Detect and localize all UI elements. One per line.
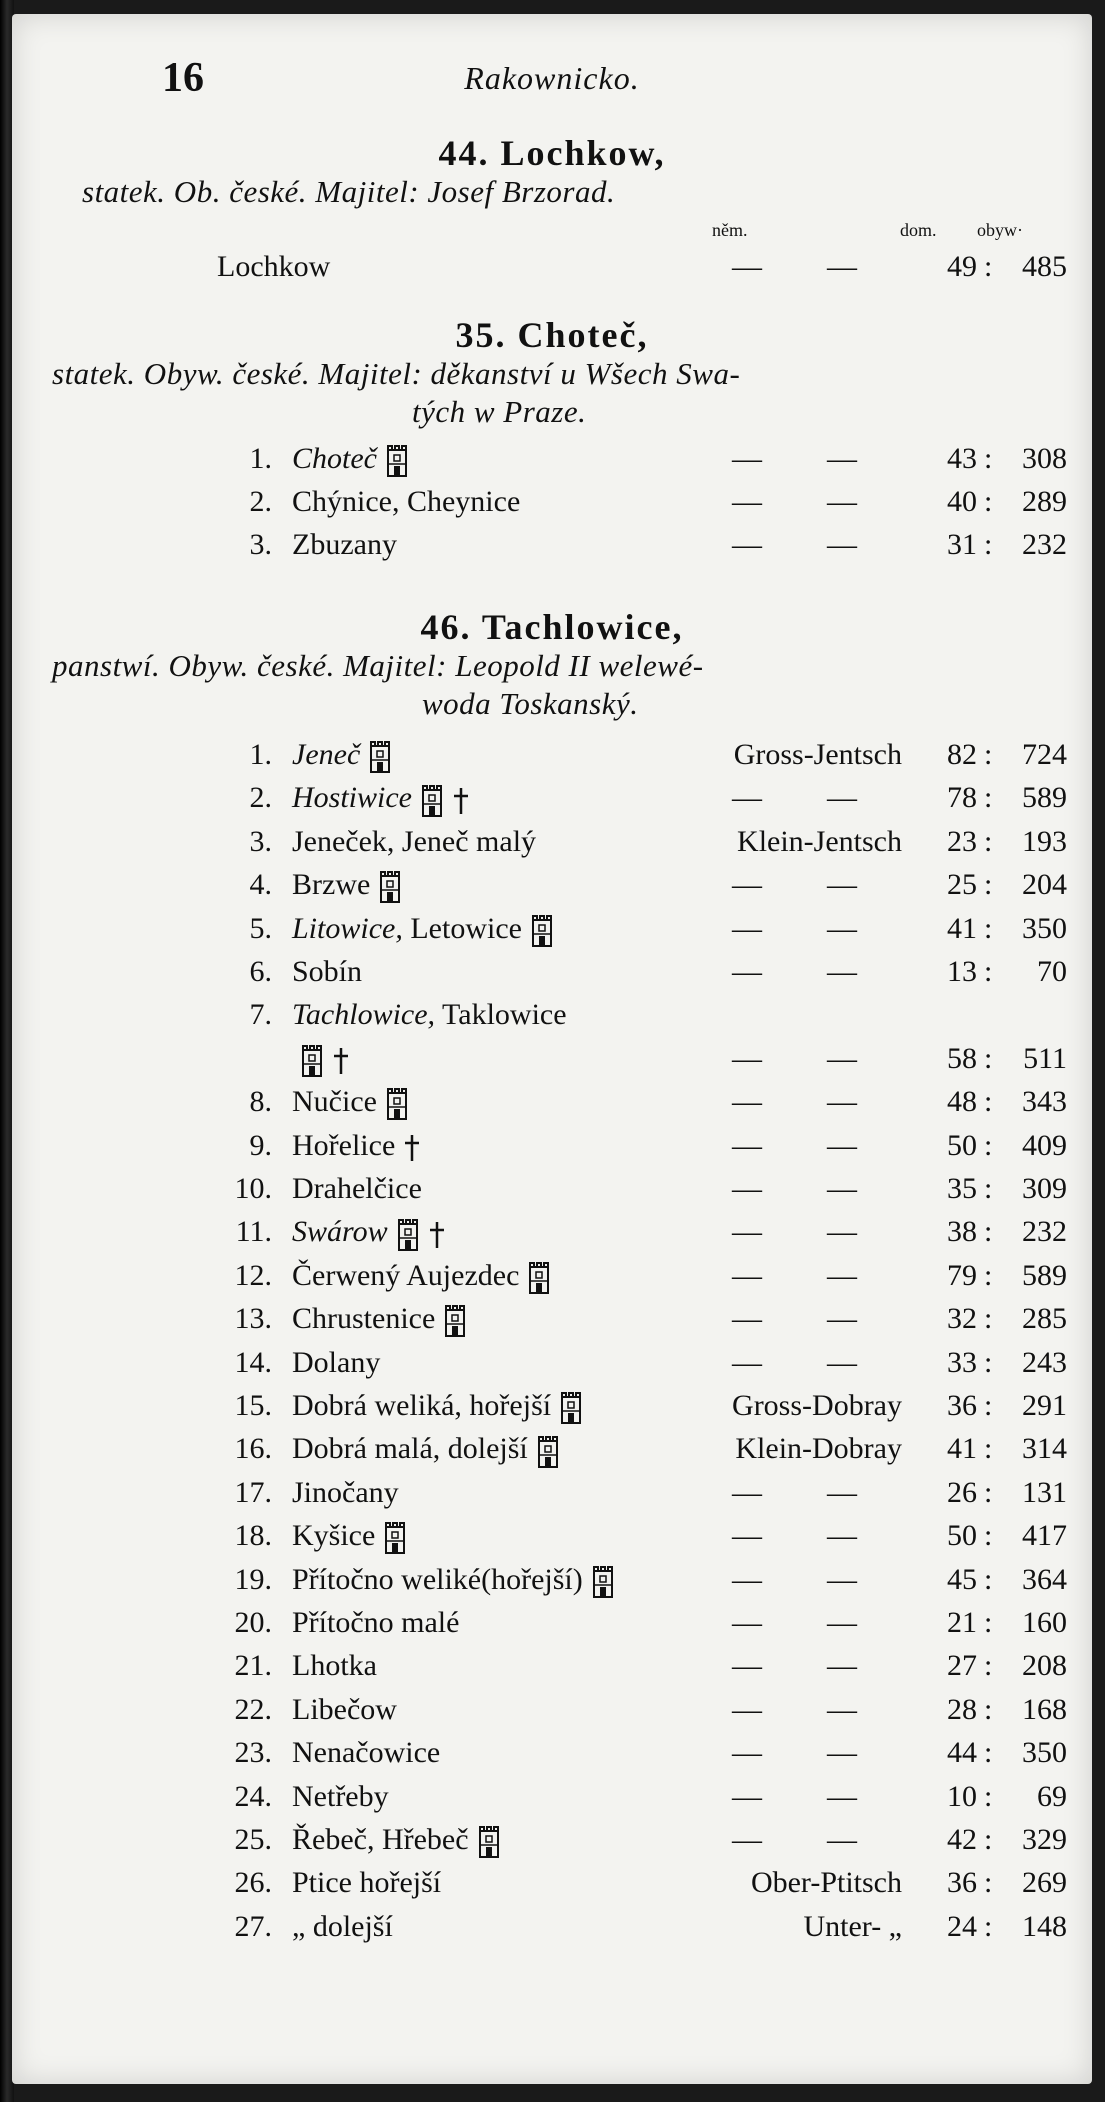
row-number: 18. xyxy=(234,1519,272,1553)
table-row xyxy=(12,250,1092,292)
running-head: Rakownicko. xyxy=(464,60,640,96)
ditto-mark: — xyxy=(732,1302,762,1336)
table-row xyxy=(12,1389,1092,1431)
houses-count: 35 xyxy=(947,1172,977,1205)
section-meta-chotec-line1: statek. Obyw. české. Majitel: děkanství u Wšech Swa- xyxy=(52,356,741,391)
table-row xyxy=(12,1346,1092,1388)
place-name: Drahelčice xyxy=(292,1172,422,1205)
table-row xyxy=(12,998,1092,1040)
row-number: 21. xyxy=(234,1649,272,1683)
population-count: 160 xyxy=(1022,1606,1067,1639)
table-row xyxy=(12,1476,1092,1518)
row-number: 26. xyxy=(234,1866,272,1900)
table-row xyxy=(12,1866,1092,1908)
separator: : xyxy=(984,1215,993,1249)
place-name: Chýnice, Cheynice xyxy=(292,485,521,518)
place-name: Swárow xyxy=(292,1215,446,1251)
page-header xyxy=(12,54,1092,114)
row-number: 2. xyxy=(249,485,272,518)
separator: : xyxy=(984,1475,993,1509)
table-row xyxy=(12,1215,1092,1257)
houses-count: 78 xyxy=(947,781,977,815)
place-name: Hostiwice xyxy=(292,781,470,817)
ditto-mark: — xyxy=(827,1823,857,1856)
ditto-mark: — xyxy=(732,1606,762,1639)
houses-count: 48 xyxy=(947,1085,977,1119)
table-row xyxy=(12,912,1092,954)
population-count: 204 xyxy=(1022,868,1067,902)
separator: : xyxy=(984,738,993,771)
table-row xyxy=(12,825,1092,867)
table-row xyxy=(12,1085,1092,1127)
houses-count: 31 xyxy=(947,528,977,561)
place-name: Přítočno weliké(hořejší) xyxy=(292,1563,615,1599)
ditto-mark: — xyxy=(827,1736,857,1770)
population-count: 724 xyxy=(1022,738,1067,771)
houses-count: 38 xyxy=(947,1215,977,1249)
place-name: Netřeby xyxy=(292,1779,389,1813)
book-page xyxy=(12,14,1092,2084)
place-name: Lochkow xyxy=(217,250,331,283)
place-name: Čerwený Aujezdec xyxy=(292,1259,551,1295)
ditto-mark: — xyxy=(827,1606,857,1639)
population-count: 193 xyxy=(1022,824,1067,858)
houses-count: 33 xyxy=(947,1345,977,1379)
separator: : xyxy=(984,1302,993,1336)
houses-count: 28 xyxy=(947,1692,977,1726)
population-count: 232 xyxy=(1022,1215,1067,1249)
place-name: Jeneč xyxy=(292,738,392,774)
separator: : xyxy=(984,868,993,902)
population-count: 70 xyxy=(1037,955,1067,988)
section-meta-tachlowice-line2: woda Toskanský. xyxy=(422,686,639,721)
separator: : xyxy=(984,1779,993,1813)
houses-count: 36 xyxy=(947,1866,977,1900)
table-row xyxy=(12,1563,1092,1605)
ditto-mark: — xyxy=(732,1649,762,1683)
ditto-mark: — xyxy=(827,1692,857,1726)
ditto-mark: — xyxy=(732,1128,762,1162)
castle-icon xyxy=(420,784,444,818)
table-row xyxy=(12,1042,1092,1084)
separator: : xyxy=(984,1823,993,1856)
col-language: něm. xyxy=(712,220,748,240)
row-number: 25. xyxy=(234,1823,272,1856)
ditto-mark: — xyxy=(732,955,762,988)
row-number: 1. xyxy=(249,442,272,475)
ditto-mark: — xyxy=(732,1692,762,1726)
ditto-mark: — xyxy=(732,250,762,283)
population-count: 208 xyxy=(1022,1649,1067,1683)
german-name: Gross-Jentsch xyxy=(733,738,902,771)
ditto-mark: — xyxy=(827,1302,857,1336)
row-number: 3. xyxy=(249,528,272,561)
separator: : xyxy=(984,1692,993,1726)
castle-icon xyxy=(385,444,409,478)
row-number: 1. xyxy=(249,738,272,771)
houses-count: 45 xyxy=(947,1562,977,1596)
population-count: 364 xyxy=(1022,1562,1067,1596)
table-row xyxy=(12,1649,1092,1691)
ditto-mark: — xyxy=(827,1779,857,1813)
separator: : xyxy=(984,911,993,945)
population-count: 131 xyxy=(1022,1475,1067,1509)
ditto-mark: — xyxy=(827,485,857,518)
ditto-mark: — xyxy=(827,1128,857,1162)
ditto-mark: — xyxy=(732,1475,762,1509)
separator: : xyxy=(984,1909,993,1943)
houses-count: 49 xyxy=(947,250,977,283)
place-name: Sobín xyxy=(292,955,363,988)
table-row xyxy=(12,1693,1092,1735)
table-row xyxy=(12,955,1092,997)
ditto-mark: — xyxy=(732,1562,762,1596)
population-count: 309 xyxy=(1022,1172,1067,1205)
row-number: 13. xyxy=(234,1302,272,1336)
houses-count: 27 xyxy=(947,1649,977,1683)
ditto-mark: — xyxy=(732,1041,762,1075)
separator: : xyxy=(984,1432,993,1466)
cross-icon xyxy=(428,1220,446,1250)
houses-count: 41 xyxy=(947,1432,977,1466)
ditto-mark: — xyxy=(827,1085,857,1119)
place-name: Dobrá malá, dolejší xyxy=(292,1432,560,1468)
german-name: Unter- „ xyxy=(803,1909,902,1943)
place-name: Brzwe xyxy=(292,868,402,904)
separator: : xyxy=(984,1562,993,1596)
place-name: Jeneček, Jeneč malý xyxy=(292,824,537,858)
houses-count: 26 xyxy=(947,1475,977,1509)
castle-icon xyxy=(383,1521,407,1555)
row-number: 11. xyxy=(235,1215,272,1249)
table-row xyxy=(12,485,1092,527)
ditto-mark: — xyxy=(827,1345,857,1379)
place-name: „ dolejší xyxy=(292,1909,393,1943)
section-title-tachlowice: 46. Tachlowice, xyxy=(420,607,684,647)
separator: : xyxy=(984,1258,993,1292)
table-row xyxy=(12,1910,1092,1952)
ditto-mark: — xyxy=(732,1345,762,1379)
houses-count: 50 xyxy=(947,1128,977,1162)
ditto-mark: — xyxy=(827,955,857,988)
place-name: Libečow xyxy=(292,1692,397,1726)
separator: : xyxy=(984,1649,993,1683)
houses-count: 23 xyxy=(947,824,977,858)
place-name: Dolany xyxy=(292,1345,381,1379)
place-name: Zbuzany xyxy=(292,528,397,561)
separator: : xyxy=(984,1389,993,1422)
row-number: 14. xyxy=(234,1345,272,1379)
population-count: 409 xyxy=(1022,1128,1067,1162)
houses-count: 24 xyxy=(947,1909,977,1943)
place-name: Dobrá weliká, hořejší xyxy=(292,1389,583,1425)
population-count: 589 xyxy=(1022,1258,1067,1292)
row-number: 4. xyxy=(249,868,272,902)
houses-count: 43 xyxy=(947,442,977,475)
separator: : xyxy=(984,1606,993,1639)
separator: : xyxy=(984,824,993,858)
ditto-mark: — xyxy=(732,1215,762,1249)
german-name: Klein-Jentsch xyxy=(737,824,902,858)
separator: : xyxy=(984,1041,993,1075)
row-number: 6. xyxy=(249,955,272,988)
houses-count: 58 xyxy=(947,1041,977,1075)
row-number: 27. xyxy=(234,1909,272,1943)
castle-icon xyxy=(527,1261,551,1295)
population-count: 69 xyxy=(1037,1779,1067,1813)
table-row xyxy=(12,1519,1092,1561)
ditto-mark: — xyxy=(827,442,857,475)
population-count: 314 xyxy=(1022,1432,1067,1466)
page-number: 16 xyxy=(162,55,204,101)
ditto-mark: — xyxy=(827,911,857,945)
ditto-mark: — xyxy=(732,911,762,945)
place-name xyxy=(292,1042,350,1078)
row-number: 9. xyxy=(249,1128,272,1162)
ditto-mark: — xyxy=(827,1258,857,1292)
houses-count: 40 xyxy=(947,485,977,518)
place-name: Ptice hořejší xyxy=(292,1866,442,1900)
houses-count: 10 xyxy=(947,1779,977,1813)
col-population: obyw· xyxy=(977,220,1023,240)
separator: : xyxy=(984,1866,993,1900)
german-name: Ober-Ptitsch xyxy=(750,1866,902,1900)
population-count: 485 xyxy=(1022,250,1067,283)
row-number: 16. xyxy=(234,1432,272,1466)
ditto-mark: — xyxy=(827,250,857,283)
table-row xyxy=(12,442,1092,484)
population-count: 285 xyxy=(1022,1302,1067,1336)
cross-icon xyxy=(332,1046,350,1076)
german-name: Klein-Dobray xyxy=(735,1432,902,1466)
section-meta-chotec-line2: tých w Praze. xyxy=(412,394,587,429)
ditto-mark: — xyxy=(827,1475,857,1509)
population-count: 289 xyxy=(1022,485,1067,518)
section-title-lochkow: 44. Lochkow, xyxy=(438,133,666,173)
table-row xyxy=(12,1736,1092,1778)
table-row xyxy=(12,781,1092,823)
table-row xyxy=(12,1780,1092,1822)
castle-icon xyxy=(530,914,554,948)
population-count: 168 xyxy=(1022,1692,1067,1726)
population-count: 291 xyxy=(1022,1389,1067,1422)
table-row xyxy=(12,1172,1092,1214)
castle-icon xyxy=(300,1044,324,1078)
row-number: 23. xyxy=(234,1736,272,1770)
houses-count: 32 xyxy=(947,1302,977,1336)
population-count: 269 xyxy=(1022,1866,1067,1900)
table-row xyxy=(12,1432,1092,1474)
ditto-mark: — xyxy=(732,442,762,475)
ditto-mark: — xyxy=(732,781,762,815)
houses-count: 82 xyxy=(947,738,977,771)
castle-icon xyxy=(396,1218,420,1252)
table-row xyxy=(12,1259,1092,1301)
houses-count: 50 xyxy=(947,1519,977,1553)
castle-icon xyxy=(443,1304,467,1338)
separator: : xyxy=(984,1085,993,1119)
population-count: 350 xyxy=(1022,1736,1067,1770)
separator: : xyxy=(984,442,993,475)
ditto-mark: — xyxy=(732,1779,762,1813)
separator: : xyxy=(984,955,993,988)
ditto-mark: — xyxy=(827,1172,857,1205)
place-name: Hořelice xyxy=(292,1129,421,1163)
place-name: Přítočno malé xyxy=(292,1606,460,1639)
population-count: 350 xyxy=(1022,911,1067,945)
separator: : xyxy=(984,1345,993,1379)
population-count: 589 xyxy=(1022,781,1067,815)
table-row xyxy=(12,868,1092,910)
row-number: 15. xyxy=(234,1389,272,1422)
houses-count: 21 xyxy=(947,1606,977,1639)
ditto-mark: — xyxy=(732,1085,762,1119)
castle-icon xyxy=(591,1565,615,1599)
place-name: Kyšice xyxy=(292,1519,407,1555)
separator: : xyxy=(984,781,993,815)
ditto-mark: — xyxy=(827,868,857,902)
place-name: Nučice xyxy=(292,1085,409,1121)
table-row xyxy=(12,1302,1092,1344)
row-number: 20. xyxy=(234,1606,272,1639)
houses-count: 41 xyxy=(947,911,977,945)
houses-count: 44 xyxy=(947,1736,977,1770)
cross-icon xyxy=(452,786,470,816)
row-number: 10. xyxy=(234,1172,272,1205)
table-row xyxy=(12,738,1092,780)
row-number: 19. xyxy=(234,1562,272,1596)
ditto-mark: — xyxy=(732,1519,762,1553)
col-houses: dom. xyxy=(900,220,937,240)
ditto-mark: — xyxy=(827,1519,857,1553)
section-title-chotec: 35. Choteč, xyxy=(455,315,649,355)
population-count: 232 xyxy=(1022,528,1067,561)
ditto-mark: — xyxy=(827,1649,857,1683)
separator: : xyxy=(984,485,993,518)
ditto-mark: — xyxy=(827,528,857,561)
ditto-mark: — xyxy=(732,1736,762,1770)
ditto-mark: — xyxy=(732,1258,762,1292)
houses-count: 42 xyxy=(947,1823,977,1856)
ditto-mark: — xyxy=(732,1823,762,1856)
row-number: 3. xyxy=(249,824,272,858)
table-row xyxy=(12,1823,1092,1865)
place-name: Chrustenice xyxy=(292,1302,467,1338)
cross-icon xyxy=(403,1133,421,1163)
place-name: Lhotka xyxy=(292,1649,377,1683)
place-name: Řebeč, Hřebeč xyxy=(292,1823,501,1859)
population-count: 308 xyxy=(1022,442,1067,475)
separator: : xyxy=(984,250,993,283)
ditto-mark: — xyxy=(732,1172,762,1205)
castle-icon xyxy=(385,1087,409,1121)
separator: : xyxy=(984,1736,993,1770)
population-count: 148 xyxy=(1022,1909,1067,1943)
place-name: Choteč xyxy=(292,442,409,478)
german-name: Gross-Dobray xyxy=(732,1389,902,1422)
population-count: 417 xyxy=(1022,1519,1067,1553)
ditto-mark: — xyxy=(827,781,857,815)
place-name: Tachlowice, Taklowice xyxy=(292,998,567,1032)
section-meta-tachlowice-line1: panstwí. Obyw. české. Majitel: Leopold II welewé- xyxy=(52,648,704,683)
row-number: 17. xyxy=(234,1475,272,1509)
table-row xyxy=(12,528,1092,570)
population-count: 329 xyxy=(1022,1823,1067,1856)
castle-icon xyxy=(368,740,392,774)
ditto-mark: — xyxy=(732,528,762,561)
row-number: 2. xyxy=(249,781,272,815)
section-meta-lochkow: statek. Ob. české. Majitel: Josef Brzorad. xyxy=(82,174,616,209)
ditto-mark: — xyxy=(827,1215,857,1249)
separator: : xyxy=(984,1172,993,1205)
place-name-czech: Tachlowice, xyxy=(292,998,436,1032)
separator: : xyxy=(984,1519,993,1553)
row-number: 24. xyxy=(234,1779,272,1813)
ditto-mark: — xyxy=(732,485,762,518)
row-number: 7. xyxy=(249,998,272,1032)
castle-icon xyxy=(536,1435,560,1469)
separator: : xyxy=(984,1128,993,1162)
table-row xyxy=(12,1129,1092,1171)
row-number: 5. xyxy=(249,911,272,945)
castle-icon xyxy=(477,1825,501,1859)
population-count: 511 xyxy=(1023,1041,1067,1075)
population-count: 243 xyxy=(1022,1345,1067,1379)
place-name: Litowice, Letowice xyxy=(292,912,554,948)
row-number: 22. xyxy=(234,1692,272,1726)
row-number: 12. xyxy=(234,1258,272,1292)
ditto-mark: — xyxy=(827,1041,857,1075)
castle-icon xyxy=(559,1391,583,1425)
houses-count: 36 xyxy=(947,1389,977,1422)
houses-count: 79 xyxy=(947,1258,977,1292)
ditto-mark: — xyxy=(732,868,762,902)
castle-icon xyxy=(378,870,402,904)
table-row xyxy=(12,1606,1092,1648)
place-name: Nenačowice xyxy=(292,1736,441,1770)
houses-count: 13 xyxy=(947,955,977,988)
population-count: 343 xyxy=(1022,1085,1067,1119)
ditto-mark: — xyxy=(827,1562,857,1596)
place-name-czech: Litowice, xyxy=(292,911,403,945)
row-number: 8. xyxy=(249,1085,272,1119)
place-name: Jinočany xyxy=(292,1475,399,1509)
houses-count: 25 xyxy=(947,868,977,902)
separator: : xyxy=(984,528,993,561)
